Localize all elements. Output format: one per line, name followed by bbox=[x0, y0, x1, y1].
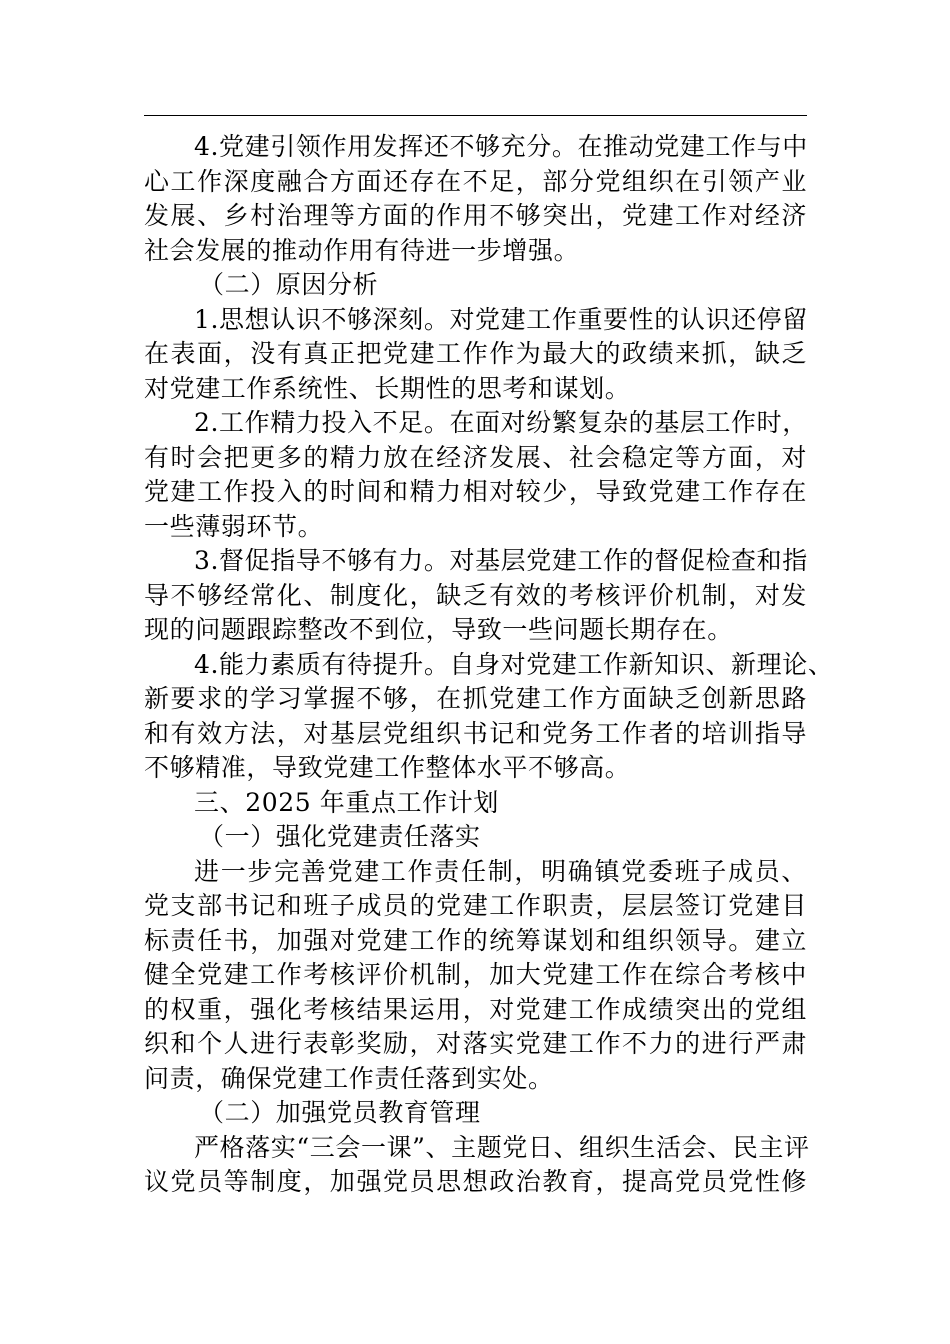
paragraph-line: 4.党建引领作用发挥还不够充分。在推动党建工作与中 bbox=[194, 132, 808, 161]
paragraph bbox=[144, 130, 807, 268]
paragraph-line: 和有效方法，对基层党组织书记和党务工作者的培训指导 bbox=[144, 718, 807, 748]
paragraph-line: 1.思想认识不够深刻。对党建工作重要性的认识还停留 bbox=[194, 304, 808, 334]
paragraph-line: 织和个人进行表彰奖励，对落实党建工作不力的进行严肃 bbox=[144, 1029, 807, 1058]
paragraph-line: 党建工作投入的时间和精力相对较少，导致党建工作存在 bbox=[144, 477, 807, 506]
paragraph-line: 议党员等制度，加强党员思想政治教育，提高党员党性修 bbox=[144, 1167, 807, 1196]
paragraph-line: 4.能力素质有待提升。自身对党建工作新知识、新理论、 bbox=[194, 649, 834, 679]
paragraph-line: 不够精准，导致党建工作整体水平不够高。 bbox=[144, 753, 631, 782]
paragraph-line: 健全党建工作考核评价机制，加大党建工作在综合考核中 bbox=[144, 960, 807, 989]
paragraph-line: 问责，确保党建工作责任落到实处。 bbox=[144, 1063, 554, 1093]
paragraph bbox=[144, 406, 807, 544]
paragraph-line: 的权重，强化考核结果运用，对党建工作成绩突出的党组 bbox=[144, 994, 807, 1024]
subsection-heading: （一）强化党建责任落实 bbox=[199, 822, 481, 851]
section-heading: 三、2025 年重点工作计划 bbox=[194, 787, 499, 817]
header-rule bbox=[144, 115, 807, 116]
paragraph-line: 3.督促指导不够有力。对基层党建工作的督促检查和指 bbox=[194, 546, 808, 575]
document-body bbox=[144, 130, 834, 1200]
paragraph-line: 严格落实“三会一课”、主题党日、组织生活会、民主评 bbox=[194, 1132, 810, 1162]
paragraph-line: 心工作深度融合方面还存在不足，部分党组织在引领产业 bbox=[144, 166, 807, 196]
paragraph bbox=[144, 648, 834, 786]
paragraph-line: 党支部书记和班子成员的党建工作职责，层层签订党建目 bbox=[144, 891, 807, 920]
paragraph bbox=[144, 303, 807, 407]
paragraph-line: 现的问题跟踪整改不到位，导致一些问题长期存在。 bbox=[144, 615, 733, 644]
paragraph bbox=[144, 855, 807, 1097]
paragraph-line: 导不够经常化、制度化，缺乏有效的考核评价机制，对发 bbox=[144, 580, 807, 610]
subsection-heading: （二）原因分析 bbox=[199, 270, 379, 299]
paragraph-line: 对党建工作系统性、长期性的思考和谋划。 bbox=[144, 373, 631, 403]
paragraph-line: 进一步完善党建工作责任制，明确镇党委班子成员、 bbox=[194, 856, 807, 886]
paragraph-line: 新要求的学习掌握不够，在抓党建工作方面缺乏创新思路 bbox=[144, 684, 807, 713]
paragraph-line: 2.工作精力投入不足。在面对纷繁复杂的基层工作时， bbox=[194, 408, 808, 437]
paragraph bbox=[144, 544, 807, 648]
paragraph-line: 有时会把更多的精力放在经济发展、社会稳定等方面，对 bbox=[144, 442, 807, 472]
paragraph-line: 社会发展的推动作用有待进一步增强。 bbox=[144, 235, 580, 265]
subsection-heading: （二）加强党员教育管理 bbox=[199, 1098, 481, 1127]
paragraph-line: 发展、乡村治理等方面的作用不够突出，党建工作对经济 bbox=[144, 201, 807, 230]
paragraph bbox=[144, 1131, 810, 1200]
paragraph-line: 标责任书，加强对党建工作的统筹谋划和组织领导。建立 bbox=[144, 925, 807, 955]
paragraph-line: 一些薄弱环节。 bbox=[144, 511, 324, 541]
paragraph-line: 在表面，没有真正把党建工作作为最大的政绩来抓，缺乏 bbox=[144, 339, 807, 368]
